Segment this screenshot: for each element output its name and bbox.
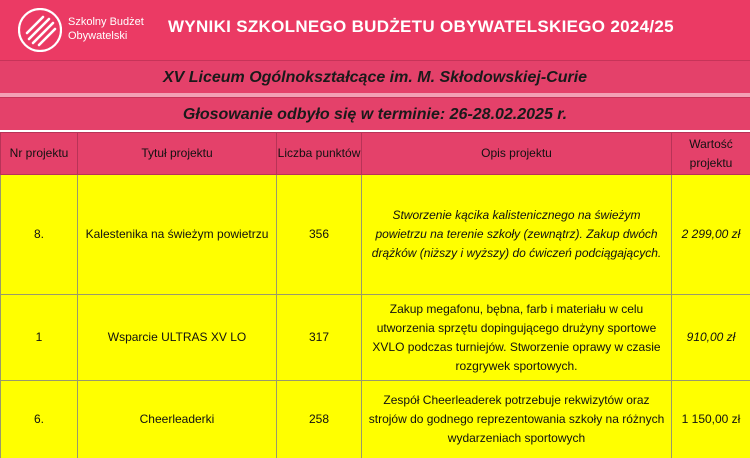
project-description: Stworzenie kącika kalistenicznego na świeżym powietrzu na terenie szkoły (zewnątrz). Zakup dwóch drążków (niższy i wyższy) do ćwiczeń podciągających.: [362, 175, 672, 295]
project-number: 8.: [1, 175, 78, 295]
column-header-title: Tytuł projektu: [78, 133, 277, 175]
logo-text: [68, 15, 158, 43]
column-header-points: Liczba punktów: [277, 133, 362, 175]
column-header-value: Wartość projektu: [672, 133, 750, 175]
table-row: [1, 295, 750, 381]
project-number: 1: [1, 295, 78, 381]
column-header-nr: Nr projektu: [1, 133, 78, 175]
logo-line2: Obywatelski: [68, 30, 128, 42]
table-row: [1, 381, 750, 458]
school-name: XV Liceum Ogólnokształcące im. M. Skłodowskiej-Curie: [0, 60, 750, 93]
project-points: 317: [277, 295, 362, 381]
project-value: 1 150,00 zł: [672, 381, 750, 458]
voting-dates: Głosowanie odbyło się w terminie: 26-28.02.2025 r.: [0, 97, 750, 130]
project-number: 6.: [1, 381, 78, 458]
project-description: Zakup megafonu, bębna, farb i materiału w celu utworzenia sprzętu dopingującego drużyny sportowe XVLO podczas turniejów. Stworzenie oprawy w czasie rozgrywek sportowych.: [362, 295, 672, 381]
table-row: [1, 175, 750, 295]
project-description: Zespół Cheerleaderek potrzebuje rekwizytów oraz strojów do godnego reprezentowania szkoły na różnych wydarzeniach sportowych: [362, 381, 672, 458]
project-points: 356: [277, 175, 362, 295]
results-table: [0, 132, 750, 458]
project-points: 258: [277, 381, 362, 458]
table-header-row: [1, 133, 750, 175]
page-title: WYNIKI SZKOLNEGO BUDŻETU OBYWATELSKIEGO 2024/25: [168, 17, 674, 36]
project-value: 910,00 zł: [672, 295, 750, 381]
project-title: Wsparcie ULTRAS XV LO: [78, 295, 277, 381]
logo-line1: Szkolny Budżet: [68, 16, 144, 28]
column-header-description: Opis projektu: [362, 133, 672, 175]
project-title: Cheerleaderki: [78, 381, 277, 458]
logo-icon: [18, 8, 62, 52]
project-value: 2 299,00 zł: [672, 175, 750, 295]
page-header: [0, 0, 750, 60]
project-title: Kalestenika na świeżym powietrzu: [78, 175, 277, 295]
